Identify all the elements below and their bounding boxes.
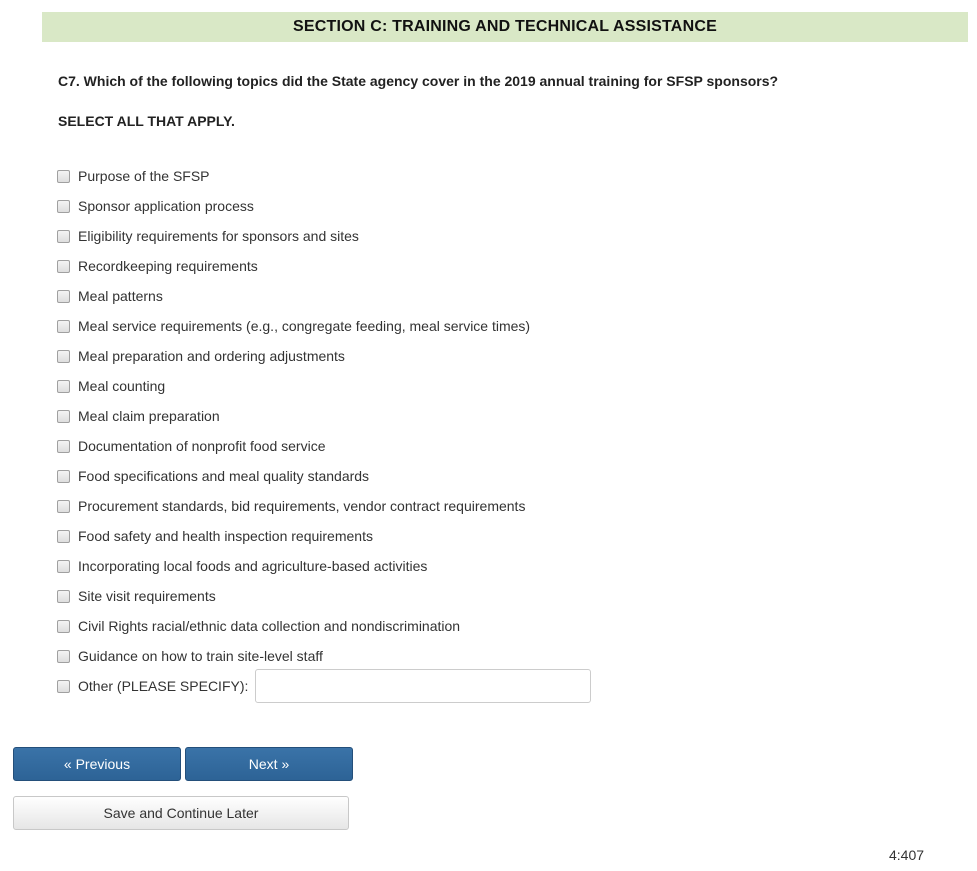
option-meal-claim <box>56 401 591 431</box>
checkbox-procurement[interactable] <box>57 500 70 513</box>
option-label[interactable]: Incorporating local foods and agriculture-based activities <box>78 558 428 574</box>
option-label[interactable]: Documentation of nonprofit food service <box>78 438 326 454</box>
question-text: C7. Which of the following topics did the State agency cover in the 2019 annual training for SFSP sponsors? <box>58 73 779 89</box>
other-specify-input[interactable] <box>255 669 591 703</box>
option-label[interactable]: Food specifications and meal quality standards <box>78 468 370 484</box>
checkbox-meal-preparation[interactable] <box>57 350 70 363</box>
checkbox-eligibility[interactable] <box>57 230 70 243</box>
option-procurement <box>56 491 591 521</box>
option-food-safety <box>56 521 591 551</box>
option-label[interactable]: Sponsor application process <box>78 198 254 214</box>
option-label[interactable]: Site visit requirements <box>78 588 216 604</box>
page-id-label: 4:407 <box>889 847 925 863</box>
checkbox-train-staff[interactable] <box>57 650 70 663</box>
option-nonprofit-documentation <box>56 431 591 461</box>
option-label[interactable]: Guidance on how to train site-level staff <box>78 648 323 664</box>
previous-button[interactable]: « Previous <box>13 747 181 781</box>
question-instruction: SELECT ALL THAT APPLY. <box>58 113 235 129</box>
section-title: SECTION C: TRAINING AND TECHNICAL ASSISTANCE <box>42 12 968 42</box>
save-continue-later-button[interactable]: Save and Continue Later <box>13 796 349 830</box>
checkbox-site-visit[interactable] <box>57 590 70 603</box>
option-label[interactable]: Procurement standards, bid requirements, vendor contract requirements <box>78 498 526 514</box>
options-list <box>56 161 591 701</box>
option-label[interactable]: Purpose of the SFSP <box>78 168 210 184</box>
option-label[interactable]: Food safety and health inspection requirements <box>78 528 373 544</box>
next-button[interactable]: Next » <box>185 747 353 781</box>
checkbox-meal-claim[interactable] <box>57 410 70 423</box>
option-meal-counting <box>56 371 591 401</box>
option-label[interactable]: Meal service requirements (e.g., congregate feeding, meal service times) <box>78 318 531 334</box>
option-meal-preparation <box>56 341 591 371</box>
checkbox-food-specifications[interactable] <box>57 470 70 483</box>
option-meal-service <box>56 311 591 341</box>
option-application <box>56 191 591 221</box>
option-label[interactable]: Meal claim preparation <box>78 408 220 424</box>
checkbox-meal-service[interactable] <box>57 320 70 333</box>
checkbox-recordkeeping[interactable] <box>57 260 70 273</box>
option-label[interactable]: Civil Rights racial/ethnic data collection and nondiscrimination <box>78 618 461 634</box>
option-label[interactable]: Recordkeeping requirements <box>78 258 258 274</box>
option-meal-patterns <box>56 281 591 311</box>
checkbox-meal-counting[interactable] <box>57 380 70 393</box>
option-local-foods <box>56 551 591 581</box>
option-purpose <box>56 161 591 191</box>
option-site-visit <box>56 581 591 611</box>
option-label[interactable]: Meal counting <box>78 378 166 394</box>
checkbox-application[interactable] <box>57 200 70 213</box>
checkbox-civil-rights[interactable] <box>57 620 70 633</box>
checkbox-local-foods[interactable] <box>57 560 70 573</box>
option-food-specifications <box>56 461 591 491</box>
option-label[interactable]: Meal preparation and ordering adjustments <box>78 348 345 364</box>
checkbox-other[interactable] <box>57 680 70 693</box>
option-civil-rights <box>56 611 591 641</box>
checkbox-purpose[interactable] <box>57 170 70 183</box>
option-train-staff <box>56 641 591 671</box>
option-recordkeeping <box>56 251 591 281</box>
option-label[interactable]: Meal patterns <box>78 288 163 304</box>
option-label[interactable]: Other (PLEASE SPECIFY): <box>78 678 249 694</box>
checkbox-food-safety[interactable] <box>57 530 70 543</box>
checkbox-meal-patterns[interactable] <box>57 290 70 303</box>
checkbox-nonprofit-documentation[interactable] <box>57 440 70 453</box>
option-eligibility <box>56 221 591 251</box>
option-other <box>56 671 591 701</box>
option-label[interactable]: Eligibility requirements for sponsors and sites <box>78 228 359 244</box>
